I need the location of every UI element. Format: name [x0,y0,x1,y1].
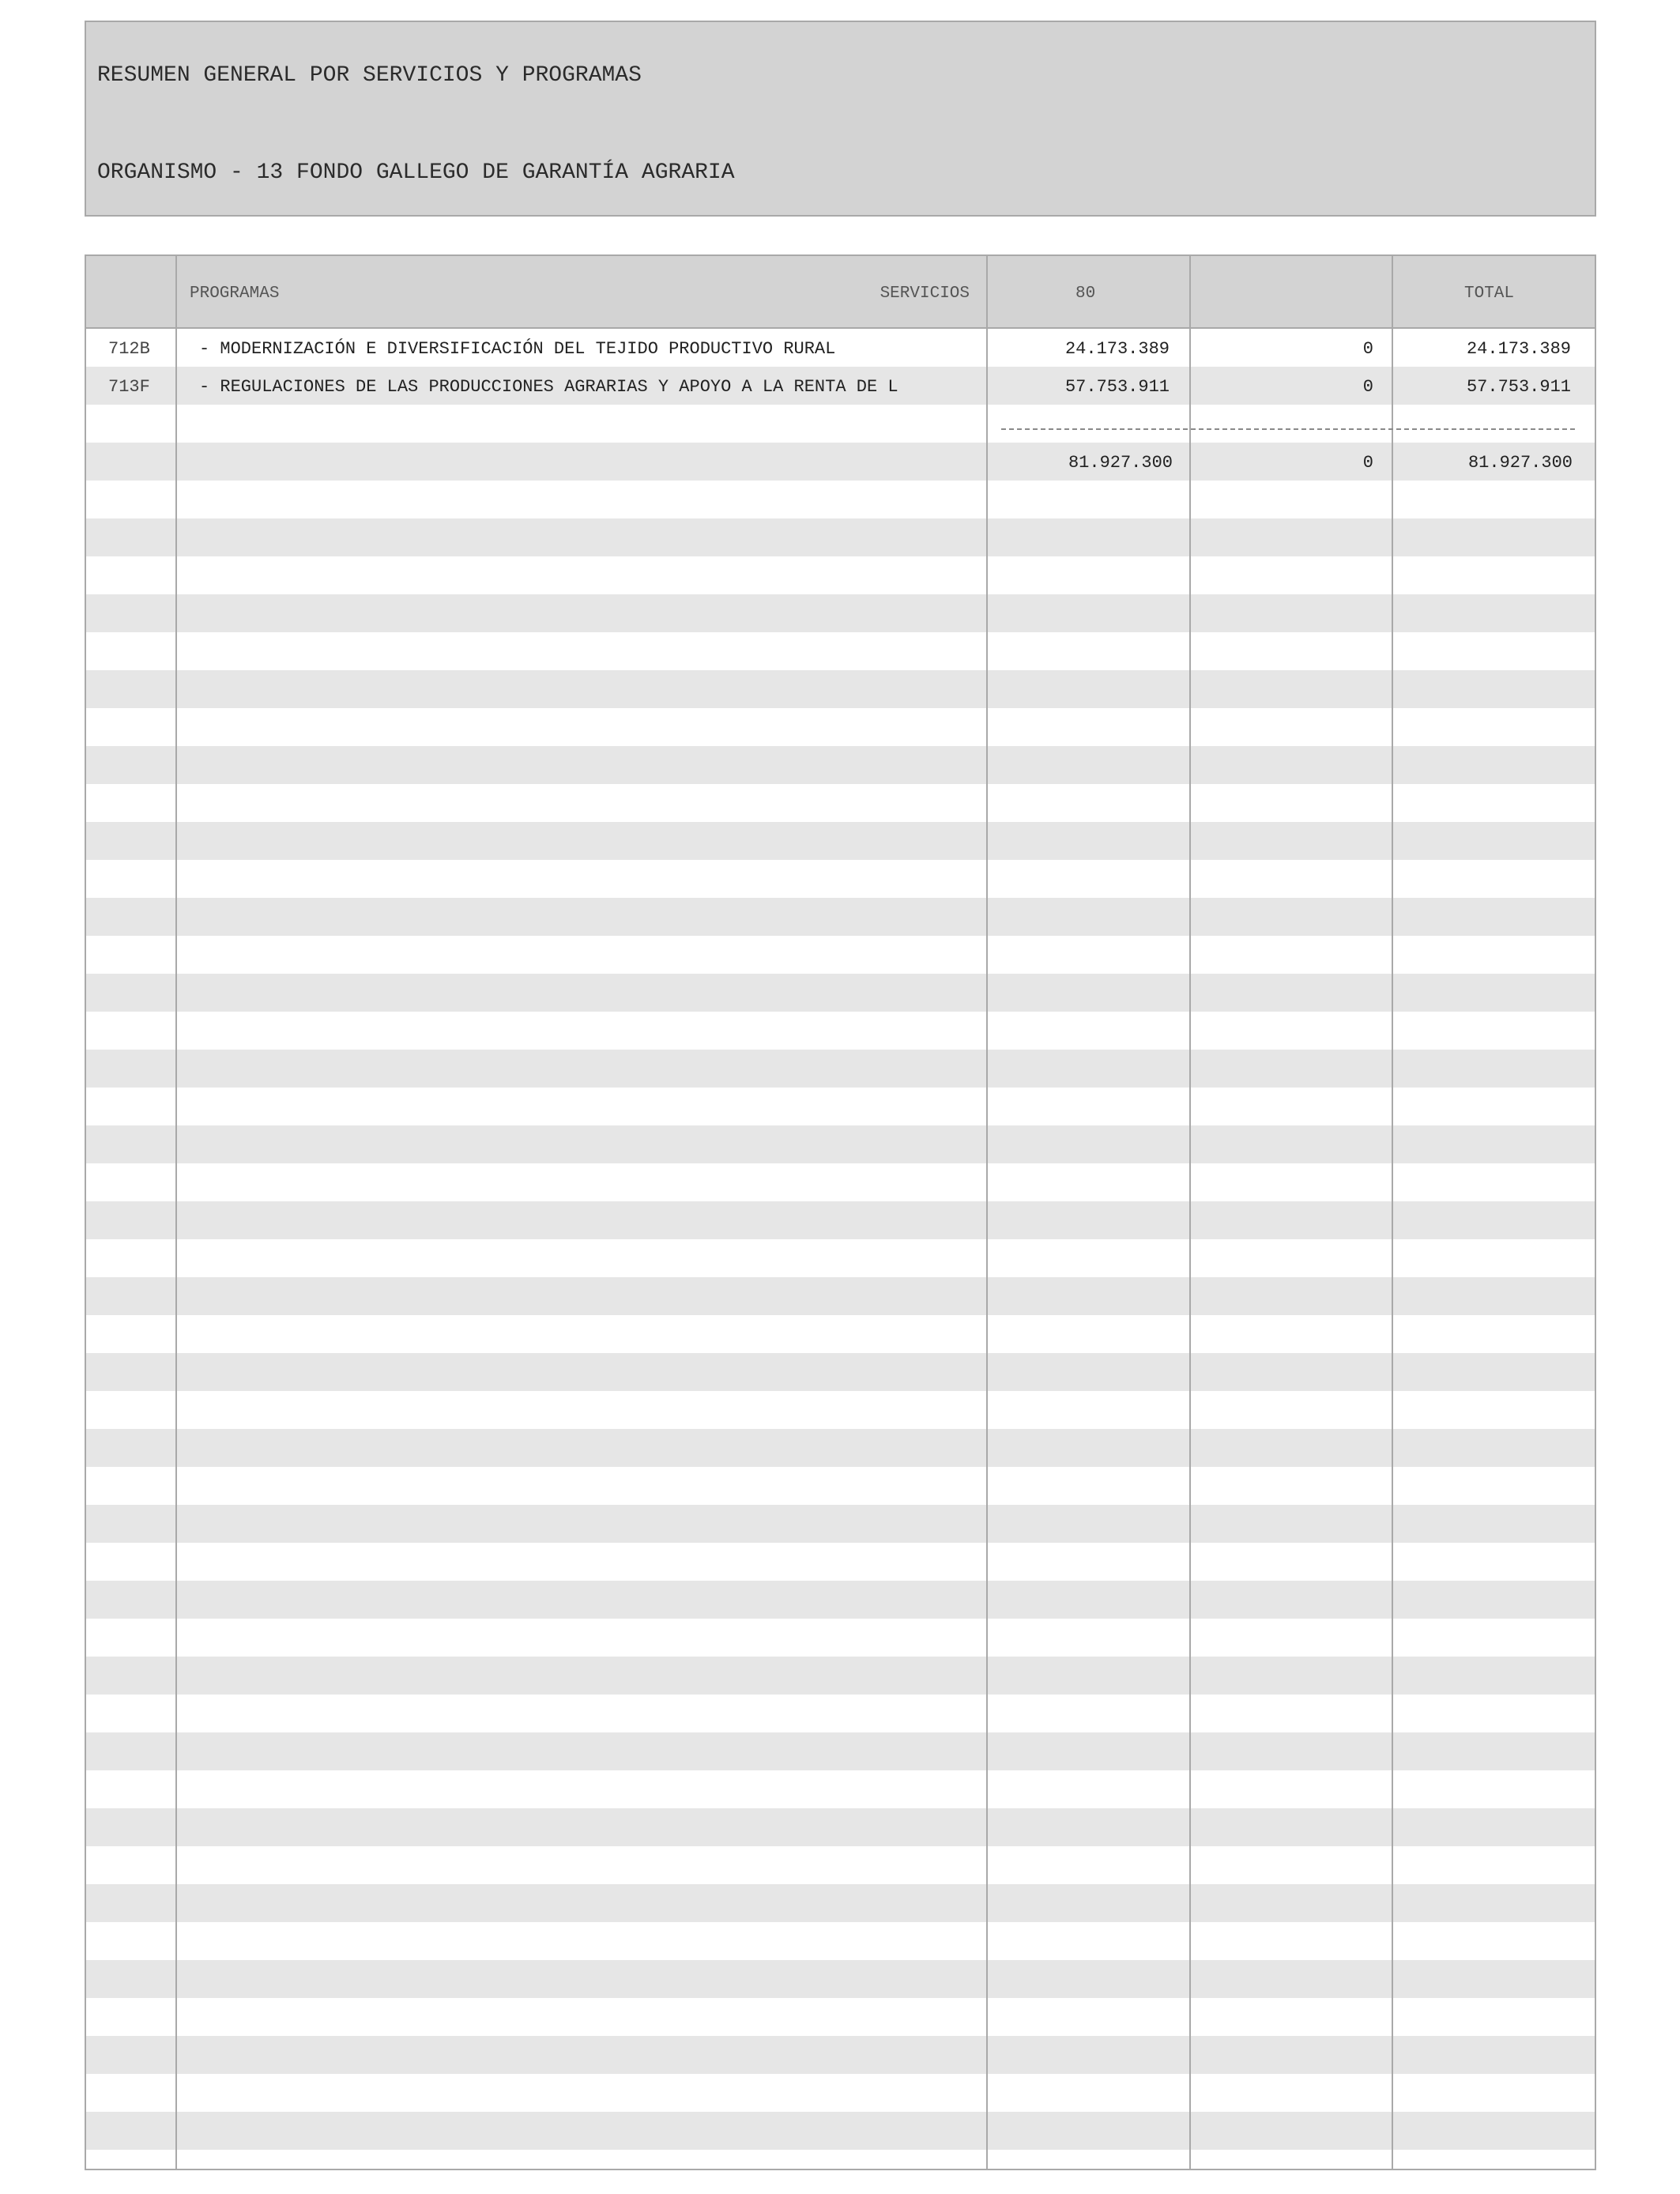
table-row [86,329,1595,367]
grand-total: 81.927.300 [1467,453,1573,473]
amount-total: 24.173.389 [1466,339,1571,359]
subtotal-separator [1001,428,1575,430]
total-80: 81.927.300 [1068,453,1173,473]
organism-title: ORGANISMO - 13 FONDO GALLEGO DE GARANTÍA AGRARIA [97,160,735,185]
header-servicios: SERVICIOS [880,285,970,303]
summary-table [85,254,1596,2170]
amount-blank-column: 0 [1362,377,1373,397]
table-body-stripes [86,329,1595,2169]
total-blank-column: 0 [1362,453,1373,473]
amount-80: 24.173.389 [1064,339,1170,359]
column-divider [1392,256,1393,2169]
header-total: TOTAL [1464,285,1515,303]
table-row [86,367,1595,405]
amount-total: 57.753.911 [1466,377,1571,397]
header-col-80: 80 [1075,285,1096,303]
column-divider [1189,256,1191,2169]
header-programas: PROGRAMAS [190,285,280,303]
table-header [86,256,1595,329]
program-code: 712B [108,339,150,359]
amount-80: 57.753.911 [1064,377,1170,397]
totals-row [86,443,1595,481]
column-divider [175,256,177,2169]
program-description: - MODERNIZACIÓN E DIVERSIFICACIÓN DEL TEJIDO PRODUCTIVO RURAL [199,339,836,359]
report-title: RESUMEN GENERAL POR SERVICIOS Y PROGRAMAS [97,63,642,88]
program-code: 713F [108,377,150,397]
program-description: - REGULACIONES DE LAS PRODUCCIONES AGRARIAS Y APOYO A LA RENTA DE L [199,377,898,397]
report-title-box [85,21,1596,217]
column-divider [986,256,988,2169]
amount-blank-column: 0 [1362,339,1373,359]
